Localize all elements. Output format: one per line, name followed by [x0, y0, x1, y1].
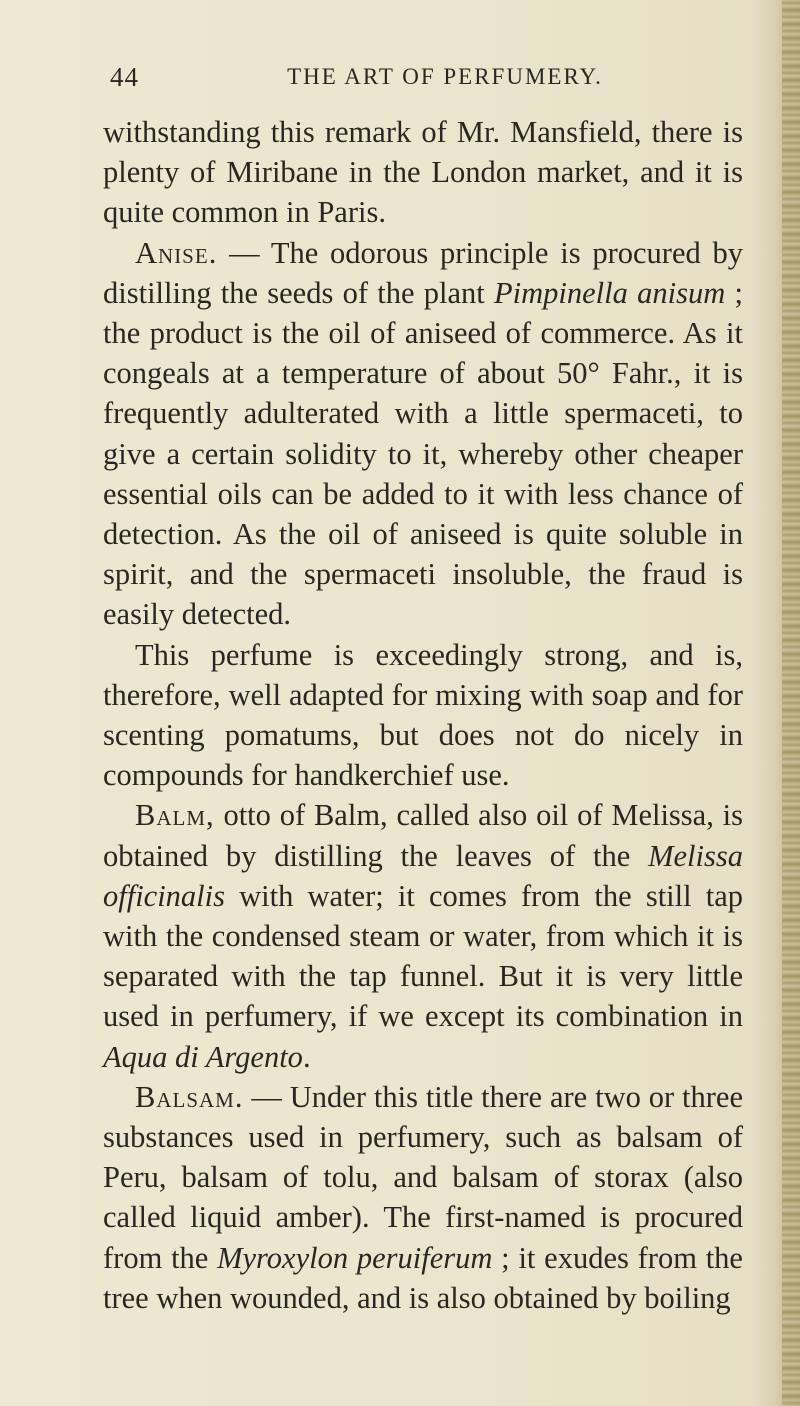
entry-heading-balsam: Balsam. [135, 1079, 244, 1114]
italic-run: Melissa officinalis [103, 838, 743, 913]
text-run: otto of Balm, called also oil of Melissa, is obtained by distilling the leaves of the [103, 798, 743, 873]
text-run: with water; it comes from the still tap with the condensed steam or water, from which it is separated with the tap funnel. But it is very little used in perfumery, if we except its combination in [103, 878, 743, 1034]
paragraph-perfume-strength: This perfume is exceedingly strong, and is, therefore, well adapted for mixing with soap and for scenting pomatums, but does not do nicely in compounds for handkerchief use. [103, 637, 743, 793]
text-run: ; the product is the oil of aniseed of commerce. As it congeals at a temperature of about 50° Fahr., it is frequently adulterated with a little spermaceti, to give a certain solidity to it, whereby other cheaper essential oils can be added to it with less chance of detection. As the oil of aniseed is quite soluble in spirit, and the spermaceti insoluble, the fraud is easily detected. [103, 275, 743, 632]
text-run: — The odorous principle is procured by distilling the seeds of the plant [103, 235, 743, 310]
entry-heading-balm: Balm, [135, 798, 215, 833]
italic-run: Myroxylon peruiferum [217, 1240, 493, 1275]
italic-run: Pimpinella anisum [494, 275, 726, 310]
running-header [110, 62, 745, 102]
paragraph-balsam [103, 1077, 743, 1318]
paragraph-balm [103, 795, 743, 1076]
page-number: 44 [110, 62, 139, 92]
text-run: — Under this title there are two or three substances used in perfumery, such as balsam of Peru, balsam of tolu, and balsam of storax (also called liquid amber). The first-named is procured from the [103, 1079, 743, 1275]
entry-heading-anise: Anise. [135, 235, 218, 270]
italic-run: Aqua di Argento [103, 1039, 303, 1074]
text-run: . [302, 1039, 311, 1074]
paragraph-continuation: withstanding this remark of Mr. Mansfield, there is plenty of Miribane in the London market, and it is quite common in Paris. [103, 115, 743, 230]
body-text [103, 112, 743, 1318]
running-title: THE ART OF PERFUMERY. [287, 64, 603, 89]
page-edge [782, 0, 800, 1406]
text-run: ; it exudes from the tree when wounded, and is also obtained by boiling [103, 1240, 743, 1315]
paragraph-anise [103, 233, 743, 635]
